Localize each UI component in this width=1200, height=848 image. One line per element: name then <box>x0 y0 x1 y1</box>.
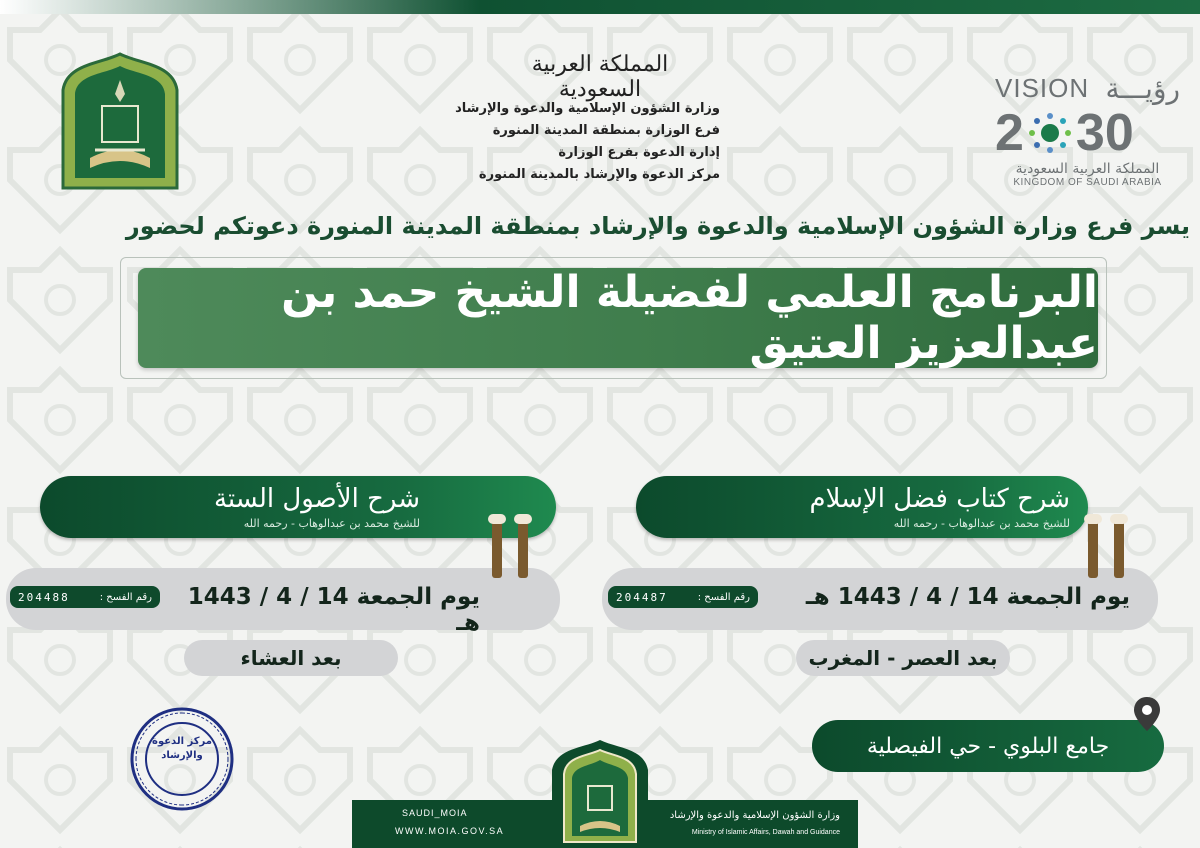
program-title: البرنامج العلمي لفضيلة الشيخ حمد بن عبدالعزيز العتيق <box>281 267 1098 369</box>
lecture-1-date: يوم الجمعة 14 / 4 / 1443 هـ <box>805 584 1130 610</box>
lecture-1-time-band <box>796 640 1010 676</box>
location-text: جامع البلوي - حي الفيصلية <box>866 733 1110 759</box>
permit-value: 204488 <box>18 590 70 604</box>
vision-2030-logo <box>995 72 1180 187</box>
location-band <box>812 720 1164 772</box>
lecture-2-author: للشيخ محمد بن عبدالوهاب - رحمه الله <box>243 517 420 530</box>
lecture-1-name: شرح كتاب فضل الإسلام <box>809 484 1070 514</box>
lecture-2-time: بعد العشاء <box>240 646 342 670</box>
ministry-emblem-icon <box>55 50 185 195</box>
lecture-1-author: للشيخ محمد بن عبدالوهاب - رحمه الله <box>893 517 1070 530</box>
vision-word-ar: رؤيـــة <box>1105 72 1180 105</box>
kingdom-calligraphy-title: المملكة العربية السعودية <box>531 52 669 102</box>
vision-kingdom-ar: المملكة العربية السعودية <box>1015 161 1160 177</box>
vision-dots-icon <box>1026 111 1074 155</box>
lecture-2-date: يوم الجمعة 14 / 4 / 1443 هـ <box>187 584 480 636</box>
stamp-line-1: مركز الدعوة <box>152 736 212 747</box>
permit-label: رقم الفسح : <box>99 591 152 603</box>
department-lines <box>450 98 720 186</box>
binder-clip-icon <box>1078 512 1136 580</box>
dept-line-4: مركز الدعوة والإرشاد بالمدينة المنورة <box>478 167 720 182</box>
lecture-1-permit-code <box>608 586 758 608</box>
dept-line-1: وزارة الشؤون الإسلامية والدعوة والإرشاد <box>455 101 720 116</box>
permit-value: 204487 <box>616 590 668 604</box>
footer-social-handle[interactable]: SAUDI_MOIA <box>402 808 468 818</box>
vision-kingdom-en: KINGDOM OF SAUDI ARABIA <box>1013 177 1162 188</box>
dept-line-3: إدارة الدعوة بفرع الوزارة <box>558 145 720 160</box>
binder-clip-icon <box>482 512 540 580</box>
footer-website-link[interactable]: WWW.MOIA.GOV.SA <box>395 826 505 836</box>
stamp-text <box>148 735 216 763</box>
footer-ministry-ar: وزارة الشؤون الإسلامية والدعوة والإرشاد <box>669 810 840 821</box>
stamp-line-2: والإرشاد <box>161 750 203 761</box>
footer-ministry-emblem-icon <box>548 738 652 848</box>
vision-year-left: 2 <box>995 104 1024 162</box>
lecture-1-time: بعد العصر - المغرب <box>808 646 998 670</box>
footer-ministry-en: Ministry of Islamic Affairs, Dawah and Guidance <box>691 829 840 836</box>
vision-word: VISION <box>995 73 1090 103</box>
vision-year-right: 30 <box>1075 104 1134 162</box>
dept-line-2: فرع الوزارة بمنطقة المدينة المنورة <box>492 123 720 138</box>
location-pin-icon <box>1132 696 1162 732</box>
top-accent-bar <box>0 0 1200 14</box>
lecture-2-name: شرح الأصول الستة <box>213 484 420 514</box>
lecture-2-time-band <box>184 640 398 676</box>
invitation-line: يسر فرع وزارة الشؤون الإسلامية والدعوة والإرشاد بمنطقة المدينة المنورة دعوتكم لحضور <box>125 212 1190 240</box>
program-title-band <box>138 268 1098 368</box>
lecture-2-permit-code <box>10 586 160 608</box>
permit-label: رقم الفسح : <box>697 591 750 603</box>
